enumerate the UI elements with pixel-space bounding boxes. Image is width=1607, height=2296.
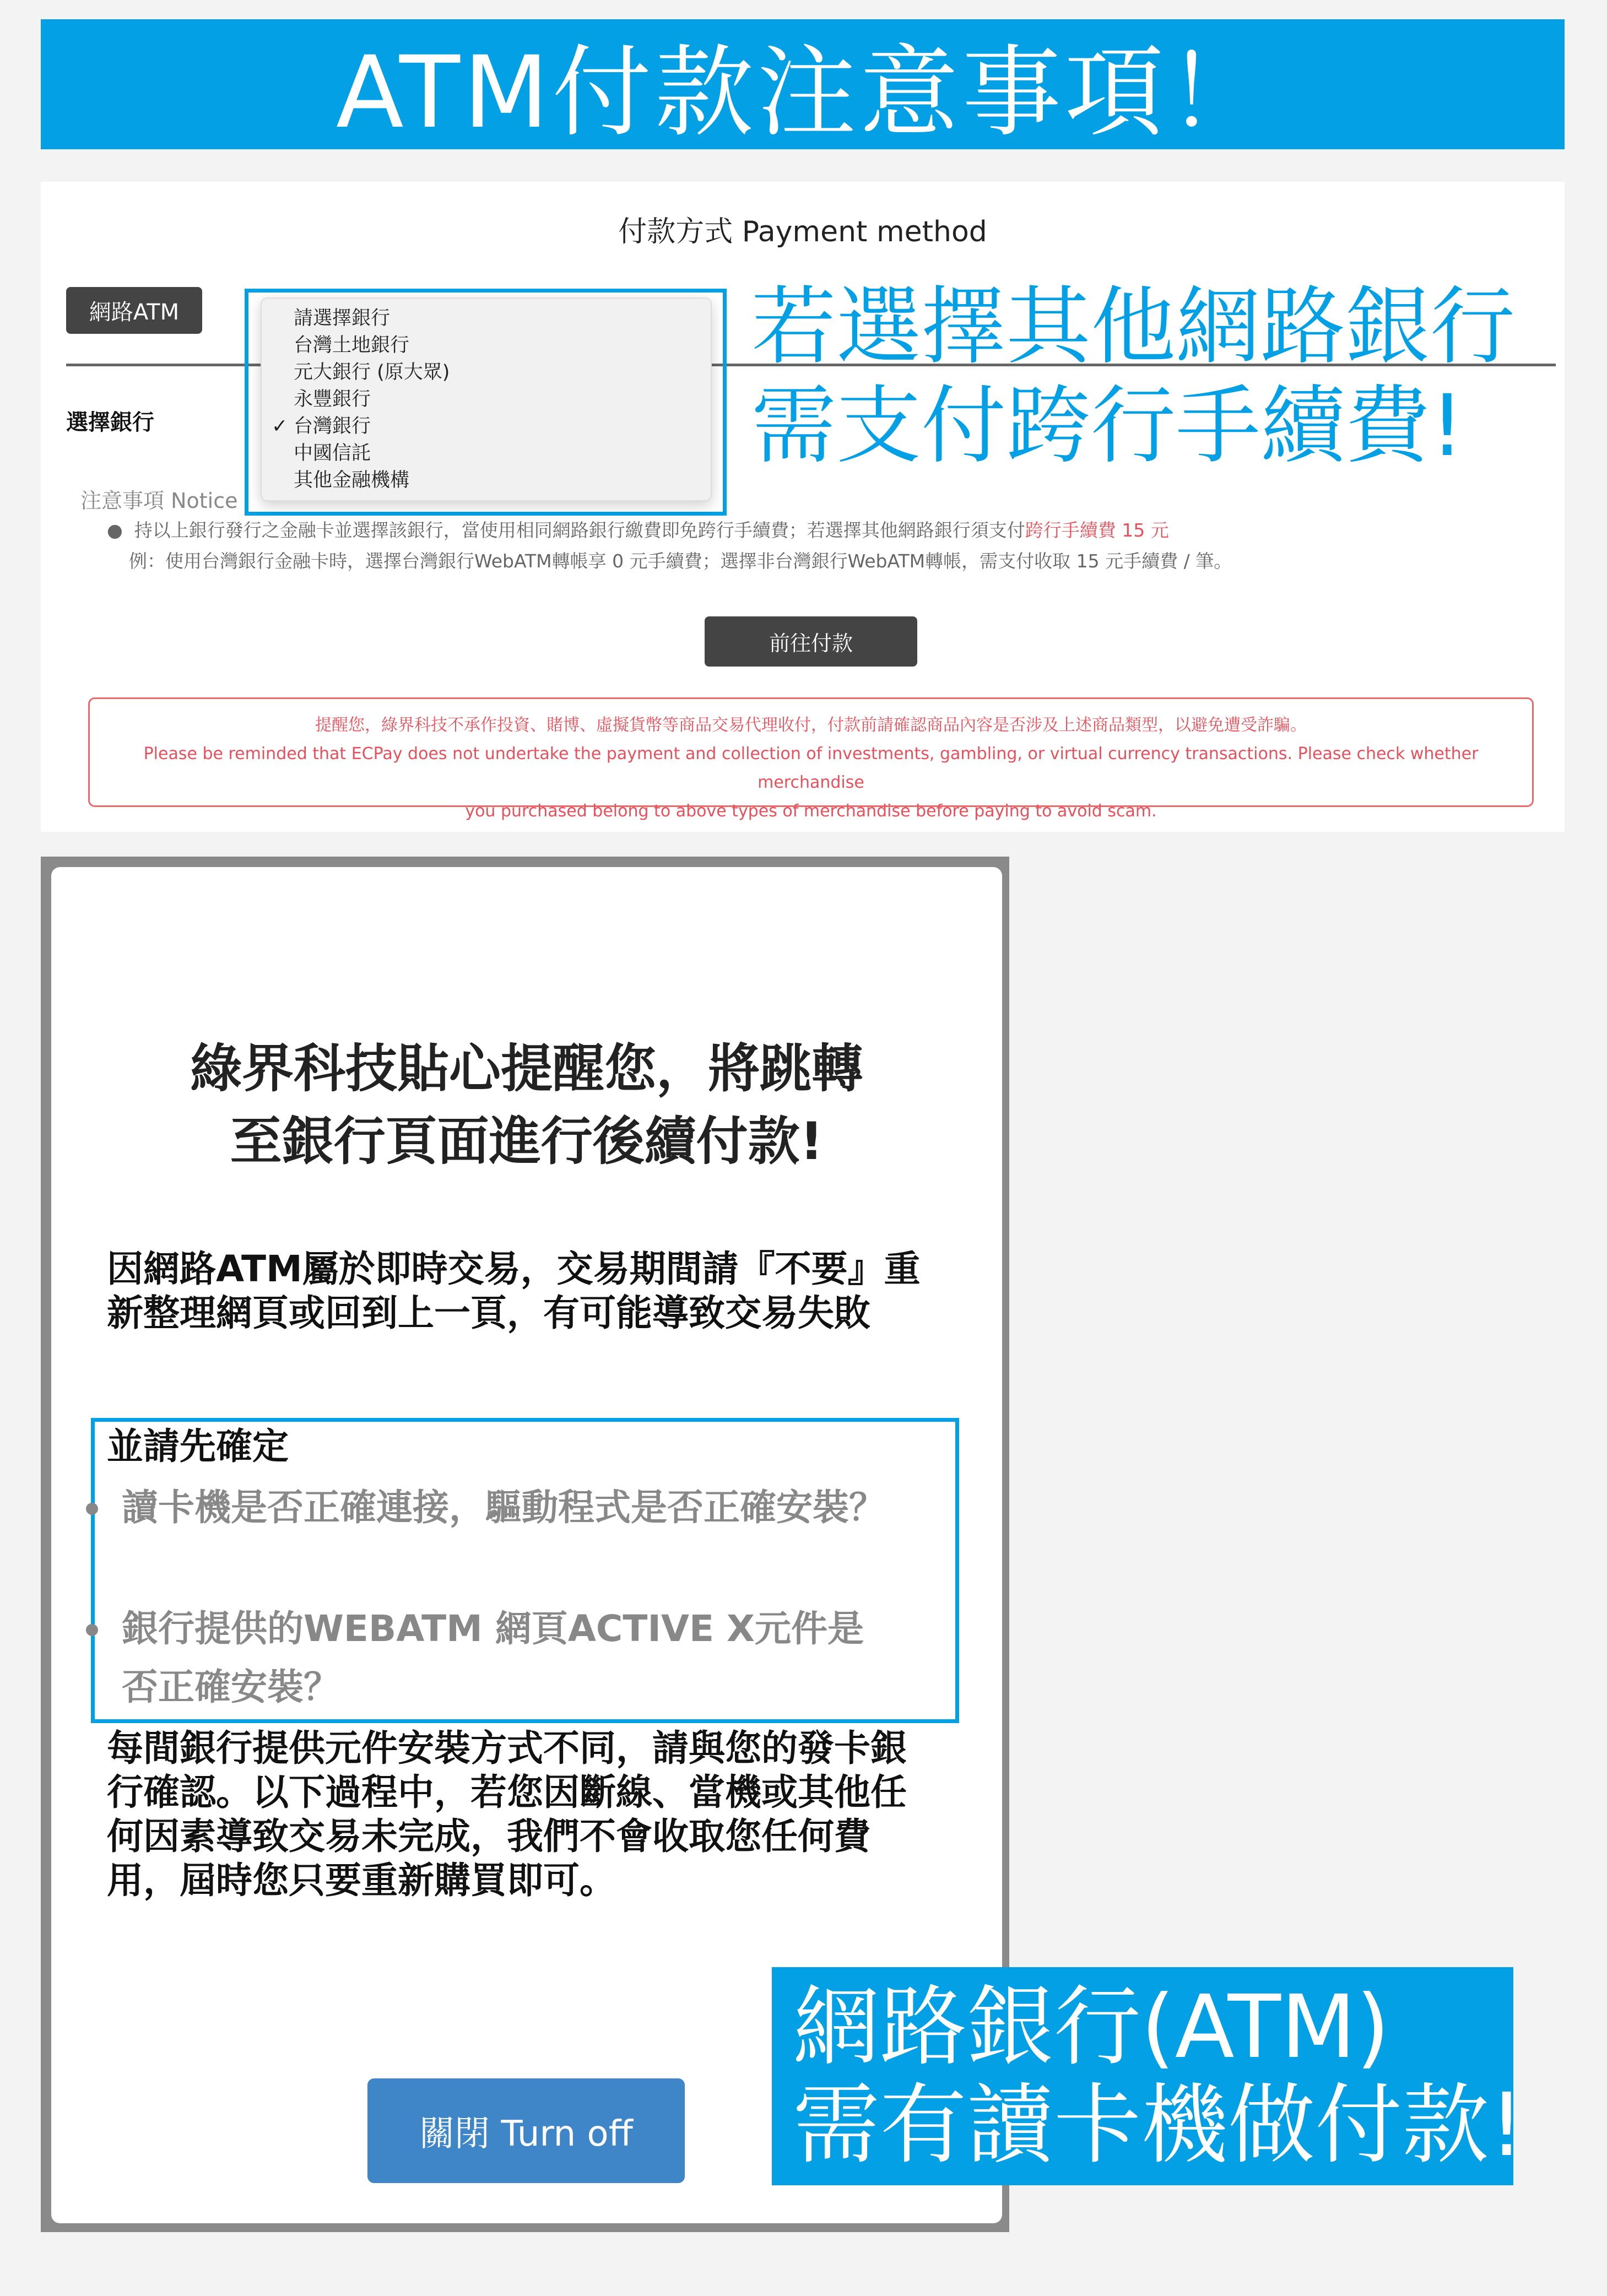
bank-option[interactable] [262,332,711,359]
option-label: 元大銀行 (原大眾) [294,361,450,383]
proceed-payment-button[interactable]: 前往付款 [705,616,917,667]
option-label: 永豐銀行 [294,388,371,410]
option-label: 中國信託 [294,442,371,464]
checklist-item [122,1600,893,1716]
option-label: 台灣銀行 [294,415,371,437]
warning-zh: 提醒您，綠界科技不承作投資、賭博、虛擬貨幣等商品交易代理收付，付款前請確認商品內容是否涉及上述商品類型，以避免遭受詐騙。 [315,716,1307,735]
modal-paragraph-1: 因網路ATM屬於即時交易，交易期間請『不要』重新整理網頁或回到上一頁，有可能導致交易失敗 [107,1248,921,1334]
option-label: 台灣土地銀行 [294,334,410,356]
callout-line-2: 需有讀卡機做付款! [793,2075,1524,2176]
payment-method-title: 付款方式 Payment method [618,215,987,248]
modal-title-1: 綠界科技貼心提醒您，將跳轉 [190,1039,863,1099]
scam-warning-box [88,697,1534,821]
bank-option[interactable] [262,305,711,332]
select-bank-label: 選擇銀行 [66,410,154,435]
modal-title-2: 至銀行頁面進行後續付款! [230,1112,824,1172]
bank-option-selected[interactable] [262,413,711,440]
checklist-text: 銀行提供的WEBATM 網頁ACTIVE X元件是否正確安裝？ [122,1607,864,1708]
checkmark-icon: ✓ [272,415,288,437]
web-atm-button[interactable]: 網路ATM [66,287,202,334]
warning-en-1: Please be reminded that ECPay does not undertake the payment and collection of investments, gambling, or virtual currency transactions. Please check whether merchandise [143,744,1479,792]
notice-line-2: 例：使用台灣銀行金融卡時，選擇台灣銀行WebATM轉帳享 0 元手續費；選擇非台灣銀行WebATM轉帳，需支付收取 15 元手續費 / 筆。 [129,550,1232,572]
title-banner [41,19,1565,149]
annotation-other-bank: 若選擇其他網路銀行 [751,278,1516,376]
warning-en-2: you purchased belong to above types of merchandise before paying to avoid scam. [465,802,1157,821]
payment-method-panel [41,182,1565,832]
card-reader-callout [772,1967,1524,2185]
notice-label: 注意事項 Notice [80,489,238,513]
bank-option[interactable] [262,467,711,494]
callout-line-1: 網路銀行(ATM) [793,1976,1390,2078]
option-label: 其他金融機構 [294,469,410,491]
annotation-fee: 需支付跨行手續費! [751,377,1464,475]
option-label: 請選擇銀行 [294,307,391,329]
modal-paragraph-2: 每間銀行提供元件安裝方式不同，請與您的發卡銀行確認。以下過程中，若您因斷線、當機或其他任何因素導致交易未完成，我們不會收取您任何費用，屆時您只要重新購買即可。 [107,1727,907,1902]
bullet-icon [86,1624,98,1636]
notice-line-1: ● 持以上銀行發行之金融卡並選擇該銀行，當使用相同網路銀行繳費即免跨行手續費；若選擇其他網路銀行須支付跨行手續費 15 元 [107,519,1169,541]
bank-option[interactable] [262,386,711,413]
checklist-item [122,1479,893,1537]
close-button[interactable]: 關閉 Turn off [367,2078,685,2183]
notice-fee-highlight: 跨行手續費 15 元 [1025,519,1169,541]
bullet-icon [86,1503,98,1515]
banner-title: ATM付款注意事項！ [336,35,1270,150]
bank-dropdown-menu[interactable] [261,297,712,501]
confirm-heading: 並請先確定 [107,1425,289,1468]
notice-text: 持以上銀行發行之金融卡並選擇該銀行，當使用相同網路銀行繳費即免跨行手續費；若選擇其他網路銀行須支付 [134,519,1025,541]
checklist-text: 讀卡機是否正確連接，驅動程式是否正確安裝？ [122,1486,885,1529]
bank-option[interactable] [262,359,711,386]
bank-option[interactable] [262,440,711,467]
